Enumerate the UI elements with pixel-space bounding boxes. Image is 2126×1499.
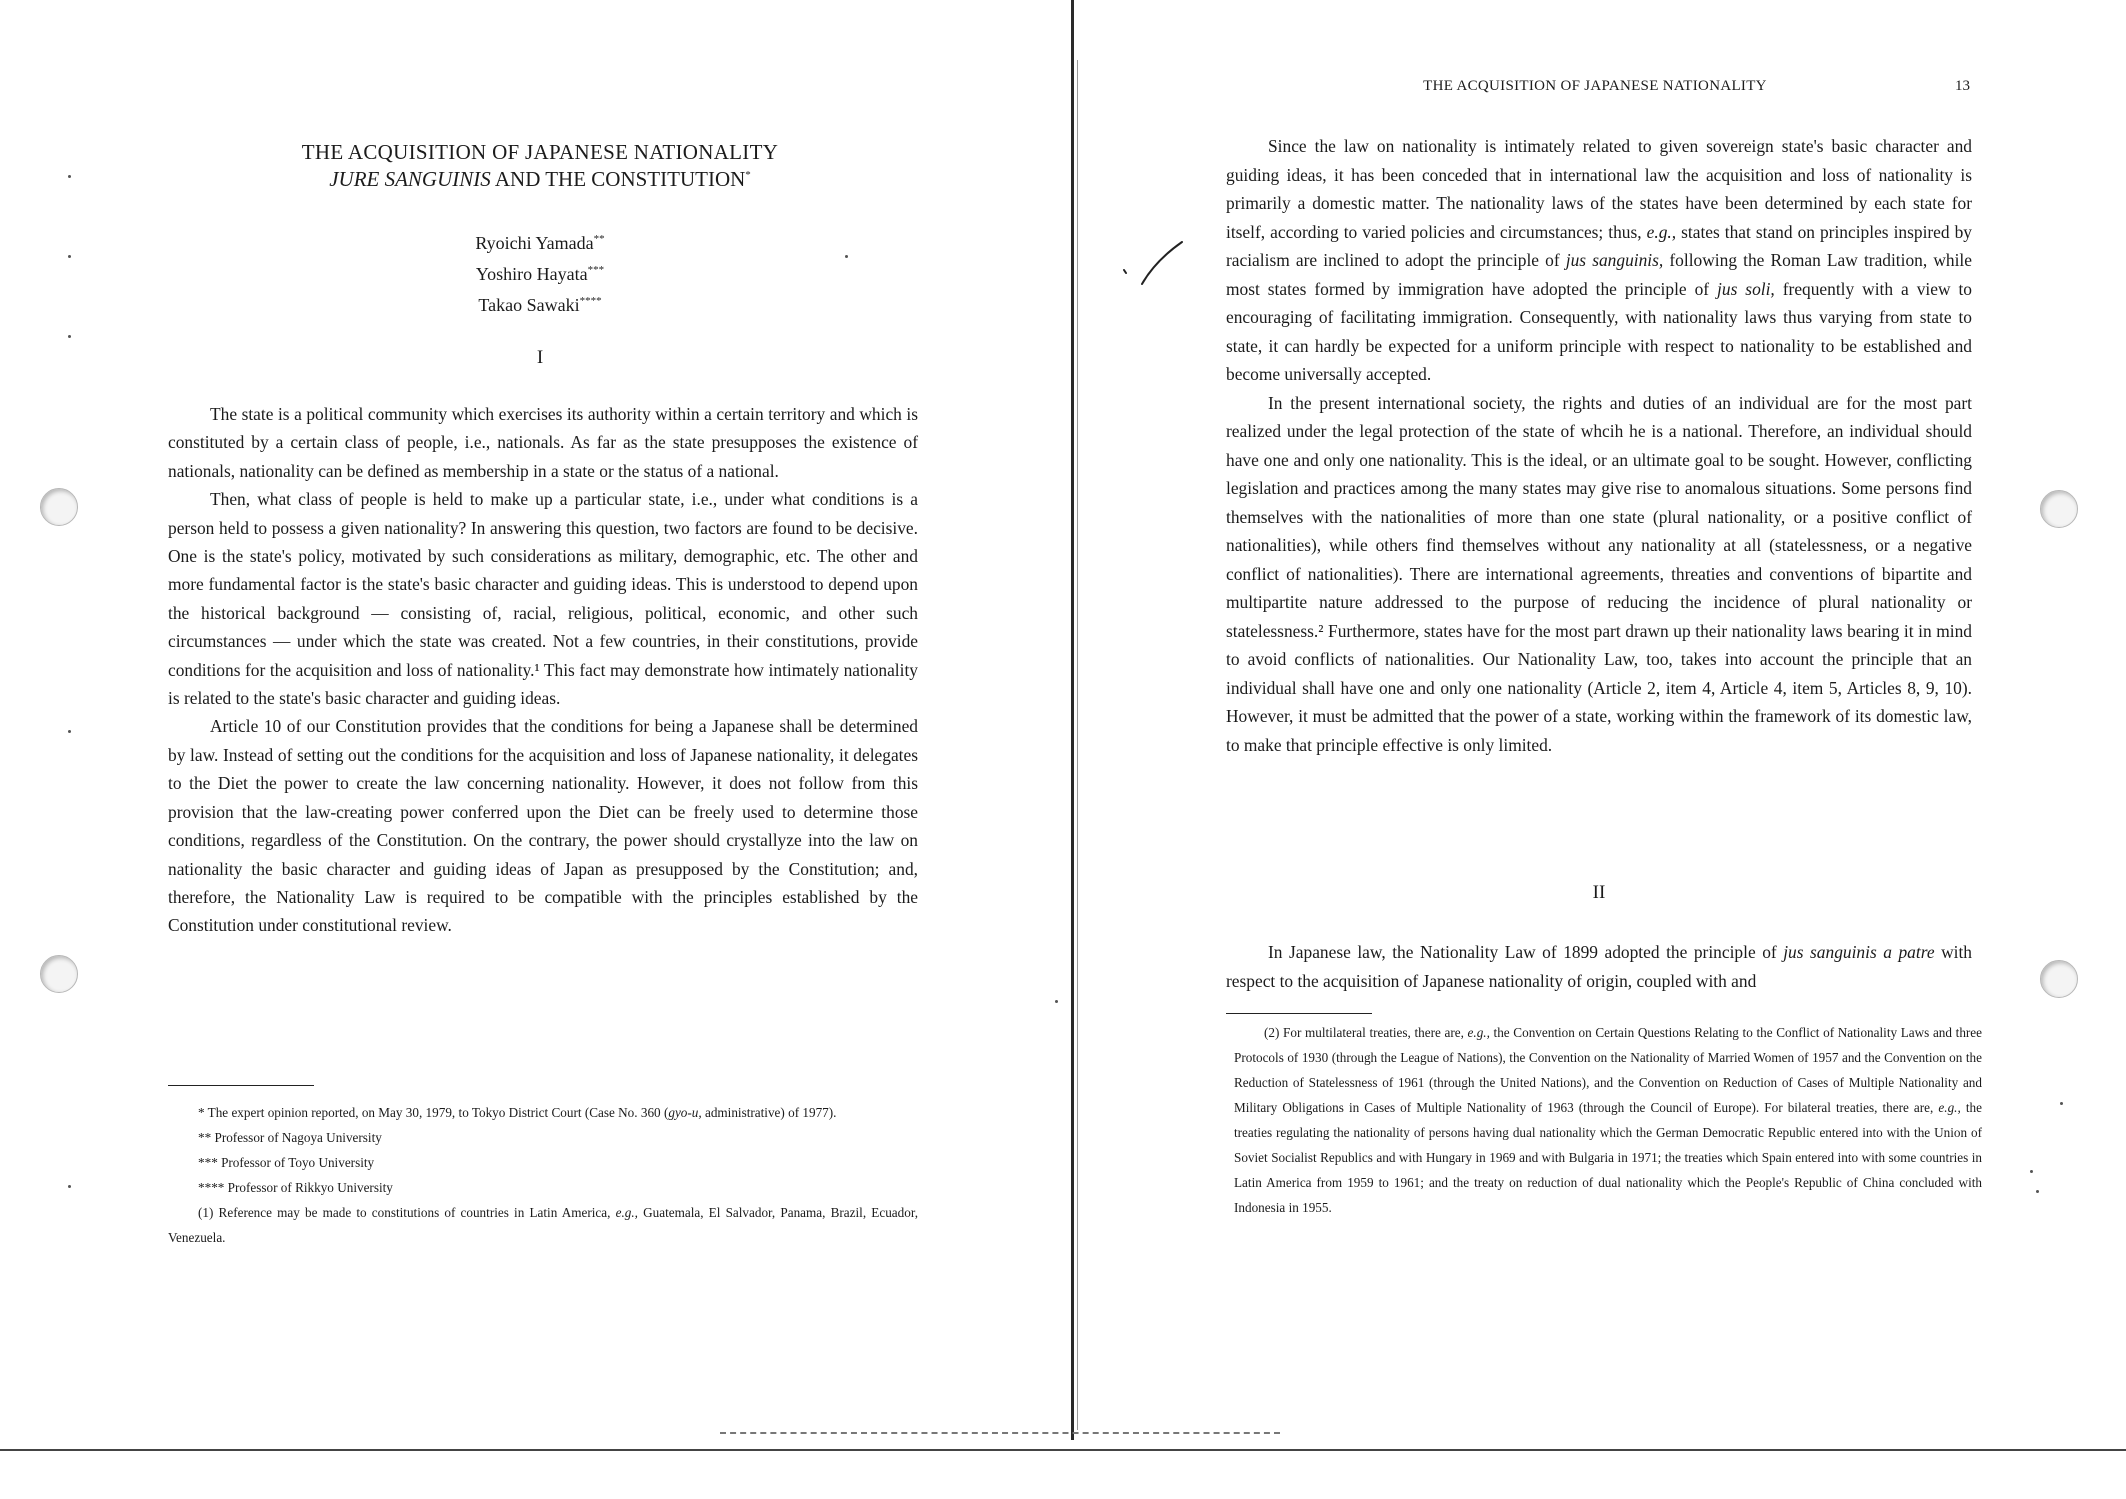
scan-speck xyxy=(2036,1190,2039,1193)
footnote-1 xyxy=(168,1200,918,1250)
author-name: Ryoichi Yamada xyxy=(475,233,594,253)
footnote-text: Guatemala, El Salvador, Panama, Brazil, Ecuador, Venezuela. xyxy=(168,1205,918,1245)
paragraph-text: frequently with a view to encouraging of facilitating immigration. Consequently, with nationality laws thus varying from state to state, it can hardly be expected for a uniform principle with respect to nationality to be established and become universally accepted. xyxy=(1226,278,1972,384)
right-body-text xyxy=(1226,132,1972,759)
paragraph-text: states that stand on principles inspired by racialism are inclined to adopt the principle of xyxy=(1226,221,1973,270)
author-line xyxy=(160,288,920,319)
left-footnotes xyxy=(168,1100,918,1250)
footnote-italic: e.g., xyxy=(1938,1100,1961,1115)
author-name: Takao Sawaki xyxy=(478,295,580,315)
author-mark: *** xyxy=(587,264,605,276)
pen-mark xyxy=(1120,240,1190,290)
title-footnote-mark: * xyxy=(745,169,751,181)
italic-eg: e.g., xyxy=(1646,221,1677,242)
page-bottom-dashes xyxy=(720,1432,1280,1435)
right-body-text-section2 xyxy=(1226,938,1972,995)
scan-speck xyxy=(2030,1170,2033,1173)
footnote-text: administrative) of 1977). xyxy=(701,1105,837,1120)
left-body-text xyxy=(168,400,918,940)
paragraph: Article 10 of our Constitution provides that the conditions for being a Japanese shall be determined by law. Instead of setting out the conditions for the acquisition and loss of Japanese nationality, it delegates to the Diet the power to create the law concerning nationality. However, it does not follow from this provision that the law-creating power conferred upon the Diet can be freely used to determine those conditions, regardless of the Constitution. On the contrary, the power should crystallyze into the law on nationality the basic character and guiding ideas of Japan as presupposed by the Constitution; and, therefore, the Nationality Law is required to be compatible with the principles established by the Constitution under constitutional review. xyxy=(168,716,918,936)
page-bottom-edge xyxy=(0,1449,2126,1451)
footnote-2 xyxy=(1234,1020,1982,1220)
footnote-italic: gyo-u, xyxy=(668,1105,702,1120)
footnote-rule xyxy=(1226,1013,1372,1014)
author-line xyxy=(160,226,920,257)
page-number: 13 xyxy=(1955,78,1970,94)
footnote-affiliation: **** Professor of Rikkyo University xyxy=(198,1180,393,1195)
author-line xyxy=(160,257,920,288)
author-mark: **** xyxy=(579,295,602,307)
punch-hole xyxy=(2040,490,2078,528)
footnote-star xyxy=(168,1100,918,1125)
scan-speck xyxy=(68,255,71,258)
scan-speck xyxy=(2060,1102,2063,1105)
scan-speck xyxy=(68,175,71,178)
scan-speck xyxy=(68,335,71,338)
punch-hole xyxy=(2040,960,2078,998)
page-gutter xyxy=(1071,0,1074,1440)
scan-speck xyxy=(68,1185,71,1188)
footnote-italic: e.g., xyxy=(1467,1025,1490,1040)
italic-term: jus sanguinis a patre xyxy=(1783,942,1935,962)
paragraph-text: In Japanese law, the Nationality Law of 1899 adopted the principle of xyxy=(1268,942,1784,962)
title-italic-part: JURE SANGUINIS xyxy=(329,167,491,191)
right-footnotes xyxy=(1234,1020,1982,1220)
section-heading-ii: II xyxy=(1592,882,1606,903)
punch-hole xyxy=(40,488,78,526)
footnote-text: (2) For multilateral treaties, there are, xyxy=(1264,1025,1468,1040)
italic-term: jus soli, xyxy=(1717,278,1775,299)
paragraph: The state is a political community which exercises its authority within a certain territory and which is constituted by a certain class of people, i.e., nationals. As far as the state presupposes the existence of nationals, nationality can be defined as membership in a state or the status of a national. xyxy=(168,404,918,481)
footnote-italic: e.g., xyxy=(615,1205,638,1220)
footnote-affiliation: *** Professor of Toyo University xyxy=(198,1155,375,1170)
footnote-rule xyxy=(168,1085,314,1086)
section-heading-i: I xyxy=(536,347,544,368)
paragraph-text: with respect to the acquisition of Japanese nationality of origin, coupled with and xyxy=(1226,942,1972,991)
author-list xyxy=(160,226,920,319)
scan-speck xyxy=(68,730,71,733)
author-name: Yoshiro Hayata xyxy=(475,264,588,284)
article-title-line1: THE ACQUISITION OF JAPANESE NATIONALITY xyxy=(301,140,779,164)
italic-term: jus sanguinis, xyxy=(1565,250,1664,270)
article-title-block xyxy=(160,140,920,369)
paragraph: Then, what class of people is held to make up a particular state, i.e., under what conditions is a person held to possess a given nationality? In answering this question, two factors are found to be decisive. One is the state's policy, motivated by such considerations as military, demographic, etc. The other and more fundamental factor is the state's basic character and guiding ideas. This is understood to depend upon the historical background — consisting of, racial, religious, political, economic, and other such circumstances — under which the state was created. Not a few countries, in their constitutions, provide conditions for the acquisition and loss of nationality.¹ This fact may demonstrate how intimately nationality is related to the state's basic character and guiding ideas. xyxy=(168,489,918,709)
footnote-text: * The expert opinion reported, on May 30, 1979, to Tokyo District Court (Case No. 360 ( xyxy=(198,1105,669,1120)
paragraph-text: Since the law on nationality is intimately related to given sovereign state's basic character and guiding ideas, it has been conceded that in international law the acquisition and loss of nationality is primarily a domestic matter. The nationality laws of the states have been determined by each state for itself, according to varied policies and circumstances; thus, xyxy=(1226,136,1972,242)
punch-hole xyxy=(40,955,78,993)
article-title-line2 xyxy=(160,167,920,192)
scan-speck xyxy=(1055,1000,1058,1003)
page-gutter-shadow xyxy=(1077,60,1078,1430)
title-rest: AND THE CONSTITUTION xyxy=(490,167,746,191)
running-head: THE ACQUISITION OF JAPANESE NATIONALITY xyxy=(1423,78,1767,94)
footnote-text: the treaties regulating the nationality of persons having dual nationality which the German Democratic Republic entered into with the Union of Soviet Socialist Republics and with Hungary in 1969 and with Bulgaria in 1971; the treaties which Spain entered into with some countries in Latin America from 1959 to 1961; and the treaty on reduction of dual nationality which the People's Republic of China concluded with Indonesia in 1955. xyxy=(1234,1100,1982,1215)
author-mark: ** xyxy=(593,233,605,245)
paragraph xyxy=(1226,938,1972,995)
footnote-text: (1) Reference may be made to constitutions of countries in Latin America, xyxy=(198,1205,616,1220)
paragraph-text: following the Roman Law tradition, while most states formed by immigration have adopted the principle of xyxy=(1226,250,1972,299)
footnote-affiliation: ** Professor of Nagoya University xyxy=(198,1130,382,1145)
footnote-text: the Convention on Certain Questions Relating to the Conflict of Nationality Laws and three Protocols of 1930 (through the League of Nations), the Convention on the Nationality of Married Women of 1957 and the Convention on the Reduction of Statelessness of 1961 (through the United Nations), and the Convention on Reduction of Cases of Multiple Nationality and Military Obligations in Cases of Multiple Nationality of 1963 (through the Council of Europe). For bilateral treaties, there are, xyxy=(1234,1025,1983,1115)
paragraph xyxy=(1226,132,1972,389)
paragraph: In the present international society, the rights and duties of an individual are for the most part realized under the legal protection of the state of whcih he is a national. Therefore, an individual should have one and only one nationality. This is the ideal, or an ultimate goal to be sought. However, conflicting legislation and practices among the many states may give rise to anomalous situations. Some persons find themselves with the nationalities of more than one state (plural nationality, or a positive conflict of nationalities), while others find themselves without any nationality at all (statelessness, or a negative conflict of nationalities). There are international agreements, threaties and conventions of bipartite and multipartite nature addressed to the purpose of reducing the incidence of plural nationality or statelessness.² Furthermore, states have for the most part drawn up their nationality laws bearing it in mind to avoid conflicts of nationalities. Our Nationality Law, too, takes into account the principle that an individual shall have one and only one nationality (Article 2, item 4, Article 4, item 5, Articles 8, 9, 10). However, it must be admitted that the power of a state, working within the framework of its domestic law, to make that principle effective is only limited. xyxy=(1226,392,1972,755)
